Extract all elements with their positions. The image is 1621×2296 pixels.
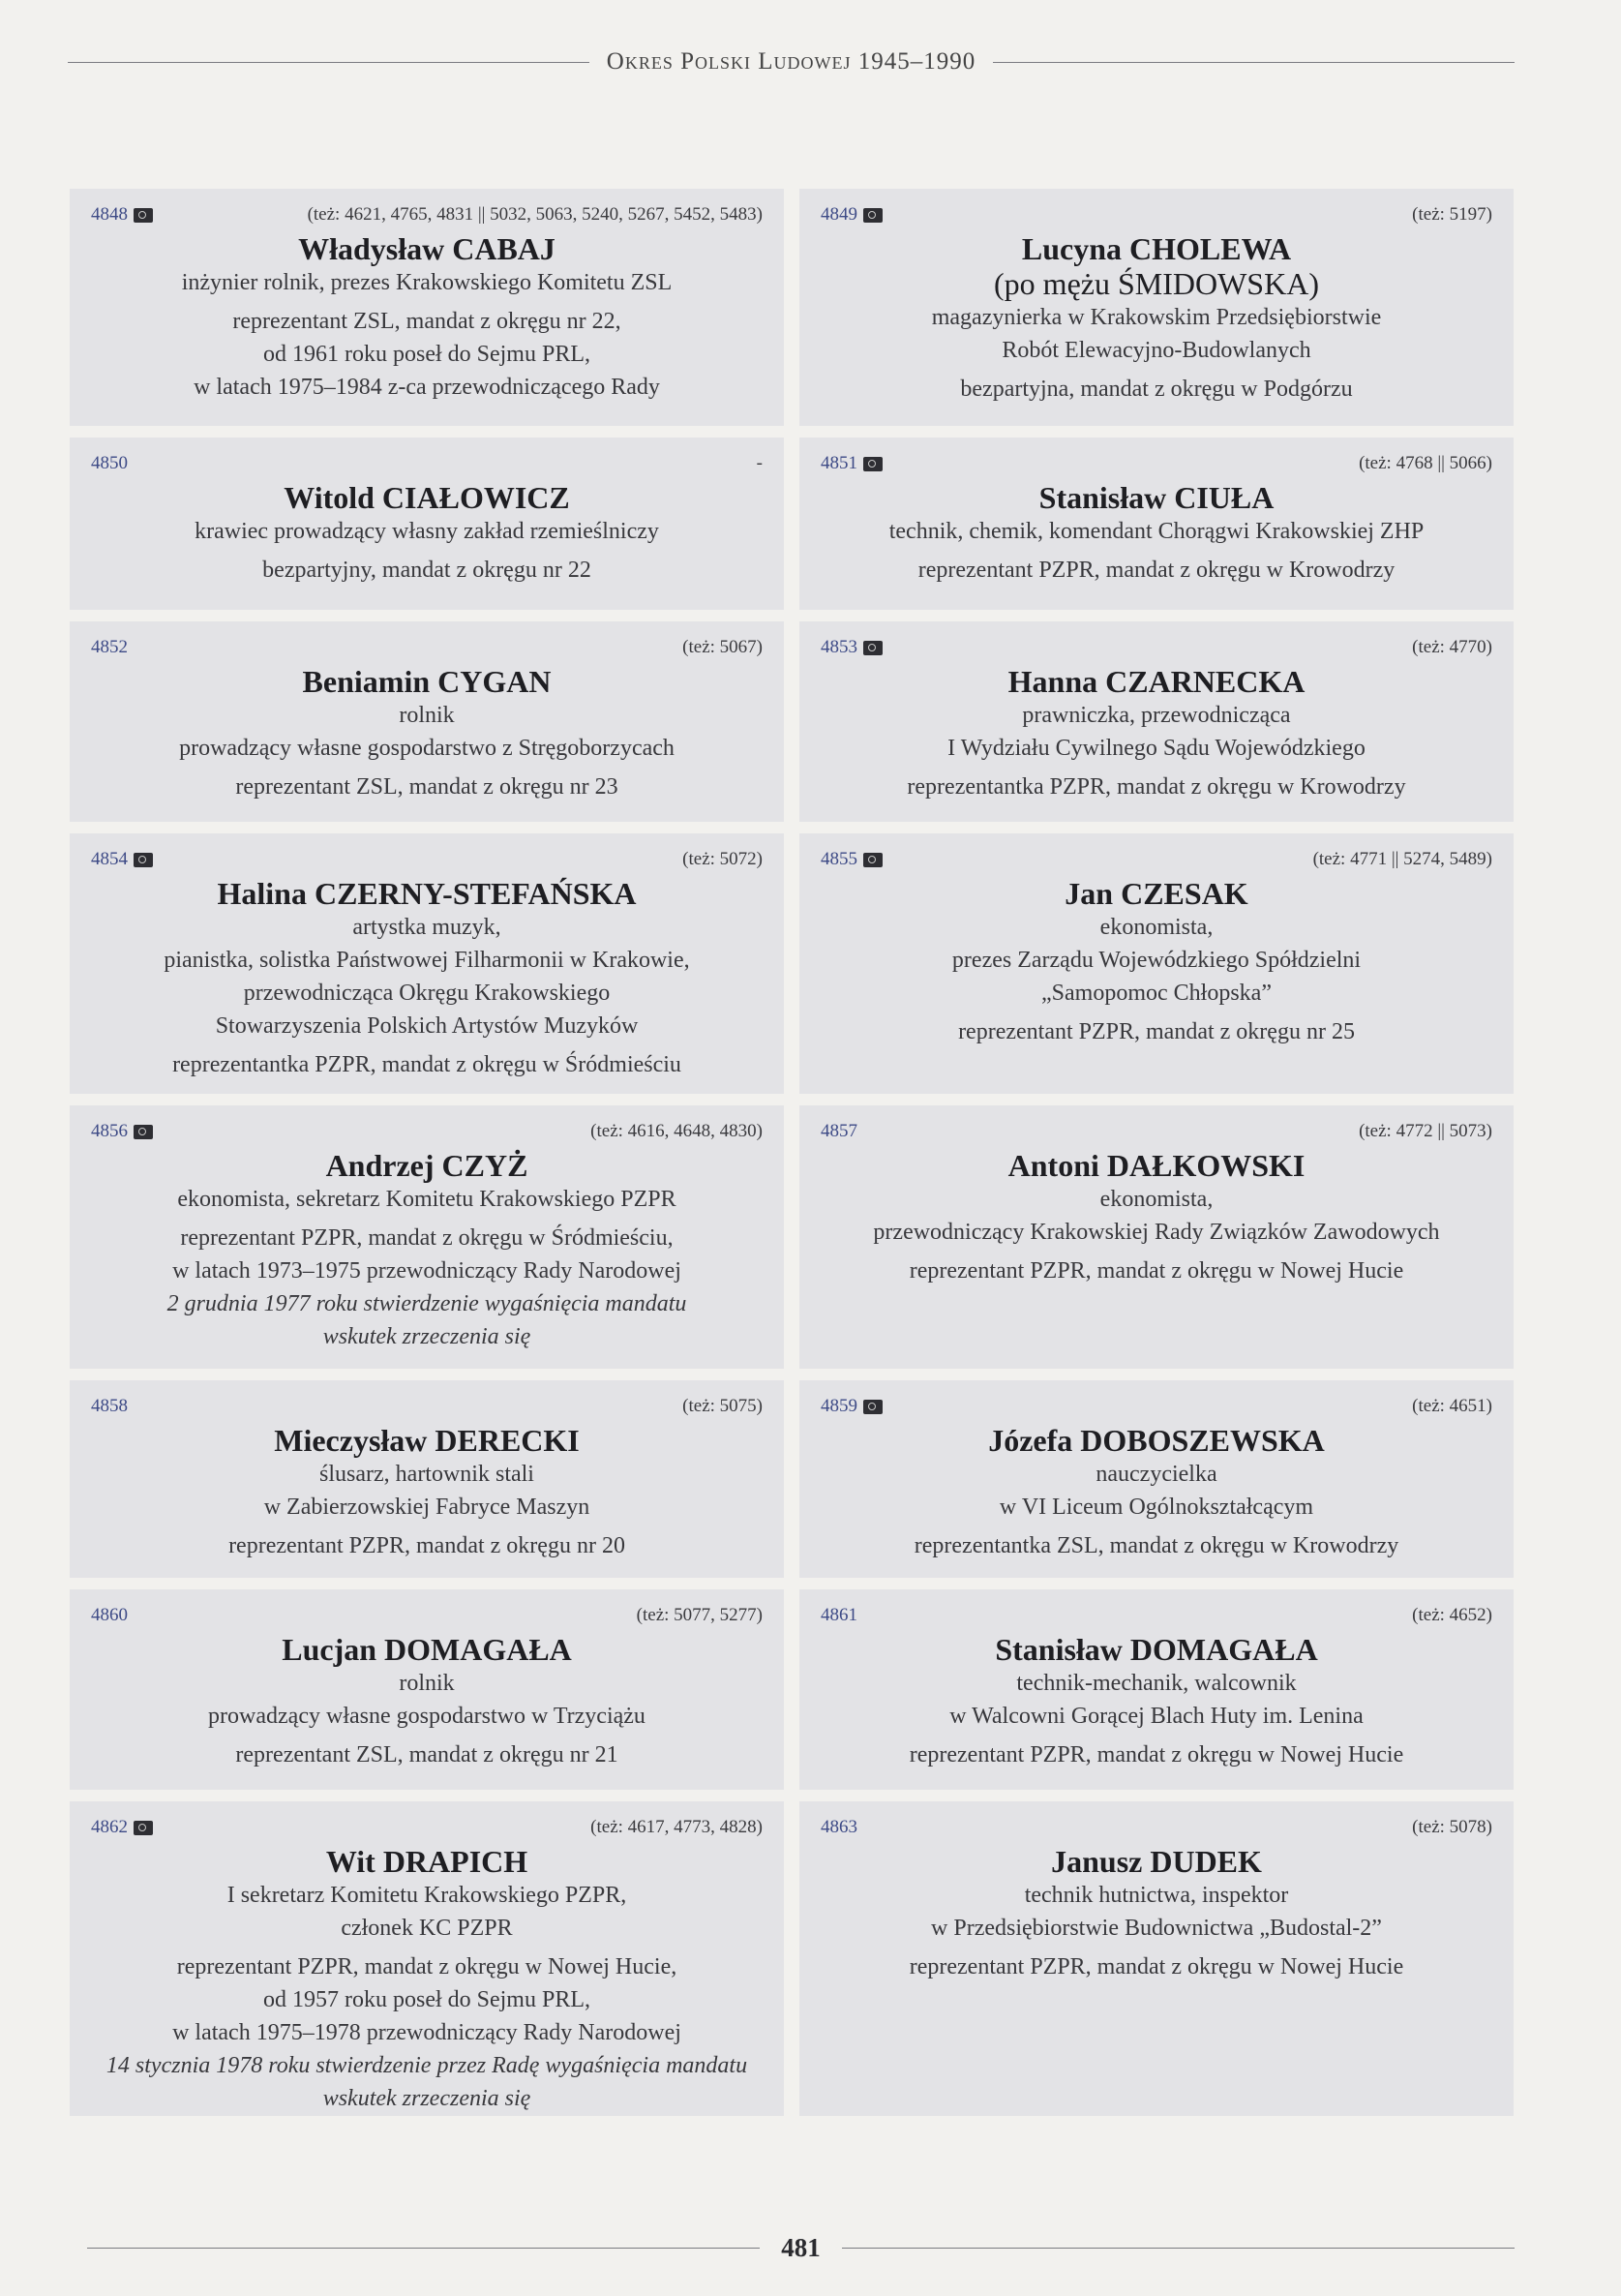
entry-header	[91, 847, 763, 872]
camera-icon	[134, 1125, 153, 1139]
cross-references: (też: 4621, 4765, 4831 || 5032, 5063, 5240, 5267, 5452, 5483)	[307, 204, 763, 225]
occupation-line: prowadzący własne gospodarstwo z Stręgoborzycach	[179, 736, 675, 761]
mandate-line: reprezentantka PZPR, mandat z okręgu w Krowodrzy	[907, 774, 1406, 800]
deputy-entry	[799, 621, 1514, 822]
occupation-line: w Walcowni Gorącej Blach Huty im. Lenina	[949, 1704, 1364, 1729]
entry-number-group	[821, 453, 883, 474]
entry-header	[821, 202, 1492, 227]
deputy-name: Józefa DOBOSZEWSKA	[988, 1423, 1325, 1458]
occupation-line: prezes Zarządu Wojewódzkiego Spółdzielni	[951, 948, 1362, 973]
entry-header	[821, 1394, 1492, 1419]
occupation-line: w Zabierzowskiej Fabryce Maszyn	[263, 1495, 590, 1520]
occupation-line: „Samopomoc Chłopska”	[1041, 981, 1272, 1006]
mandate-line: reprezentant ZSL, mandat z okręgu nr 23	[235, 774, 618, 800]
occupation-line: I sekretarz Komitetu Krakowskiego PZPR,	[226, 1883, 627, 1908]
entry-header	[821, 847, 1492, 872]
entry-header	[821, 451, 1492, 476]
cross-references: (też: 5067)	[682, 637, 763, 657]
occupation-line: ekonomista,	[1099, 915, 1214, 940]
deputy-name: Halina CZERNY-STEFAŃSKA	[217, 876, 637, 911]
cross-references: (też: 4652)	[1412, 1605, 1492, 1625]
occupation-line: przewodnicząca Okręgu Krakowskiego	[243, 981, 611, 1006]
entry-header	[91, 635, 763, 660]
deputy-entry	[799, 1589, 1514, 1790]
mandate-line: w latach 1975–1984 z-ca przewodniczącego Rady	[194, 375, 660, 400]
entry-number-group	[821, 849, 883, 870]
mandate-line: reprezentant PZPR, mandat z okręgu w Nowej Hucie,	[176, 1954, 677, 1979]
deputy-entry	[799, 1380, 1514, 1578]
entry-number: 4858	[91, 1396, 128, 1416]
cross-references: (też: 4772 || 5073)	[1359, 1121, 1492, 1141]
deputy-entry	[70, 1801, 784, 2116]
deputy-name: Wit DRAPICH	[325, 1844, 528, 1879]
deputy-entry	[70, 1380, 784, 1578]
mandate-note-line: wskutek zrzeczenia się	[322, 2086, 531, 2111]
deputy-name: Jan CZESAK	[1065, 876, 1248, 911]
mandate-line: od 1961 roku poseł do Sejmu PRL,	[262, 342, 590, 367]
occupation-line: technik-mechanik, walcownik	[1016, 1671, 1297, 1696]
cross-references: (też: 5197)	[1412, 204, 1492, 225]
deputy-entry	[70, 833, 784, 1094]
deputy-entry	[70, 189, 784, 426]
entry-number: 4857	[821, 1121, 857, 1141]
cross-references: -	[756, 453, 763, 473]
deputy-name: Hanna CZARNECKA	[1007, 664, 1306, 699]
mandate-note-line: 2 grudnia 1977 roku stwierdzenie wygaśnięcia mandatu	[166, 1291, 687, 1316]
mandate-line: reprezentant PZPR, mandat z okręgu w Nowej Hucie	[909, 1742, 1404, 1767]
deputy-name: Andrzej CZYŻ	[325, 1148, 528, 1183]
occupation-line: krawiec prowadzący własny zakład rzemieślniczy	[195, 519, 659, 544]
entry-number: 4859	[821, 1396, 857, 1416]
deputy-entry	[799, 438, 1514, 610]
entry-number-group	[91, 637, 128, 658]
mandate-line: reprezentantka PZPR, mandat z okręgu w Śródmieściu	[172, 1052, 681, 1077]
cross-references: (też: 5078)	[1412, 1817, 1492, 1837]
cross-references: (też: 5075)	[682, 1396, 763, 1416]
entry-number: 4860	[91, 1605, 128, 1625]
deputy-name: Beniamin CYGAN	[302, 664, 552, 699]
camera-icon	[863, 641, 883, 655]
deputy-entry	[70, 438, 784, 610]
entry-number: 4856	[91, 1121, 128, 1141]
entry-header	[91, 1815, 763, 1840]
occupation-line: technik hutnictwa, inspektor	[1024, 1883, 1289, 1908]
entry-number-group	[91, 849, 153, 870]
camera-icon	[863, 457, 883, 471]
cross-references: (też: 4771 || 5274, 5489)	[1312, 849, 1492, 869]
occupation-line: rolnik	[399, 703, 455, 728]
mandate-note-line: wskutek zrzeczenia się	[322, 1324, 531, 1349]
footer-rule-right	[842, 2248, 1515, 2249]
cross-references: (też: 5077, 5277)	[636, 1605, 763, 1625]
occupation-line: w VI Liceum Ogólnokształcącym	[999, 1495, 1314, 1520]
mandate-line: od 1957 roku poseł do Sejmu PRL,	[262, 1987, 590, 2012]
occupation-line: członek KC PZPR	[341, 1916, 513, 1941]
entry-header	[91, 1603, 763, 1628]
entry-number-group	[91, 1121, 153, 1142]
deputy-entry	[799, 1105, 1514, 1369]
deputy-name: Witold CIAŁOWICZ	[284, 480, 570, 515]
entry-number-group	[91, 204, 153, 226]
occupation-line: ekonomista, sekretarz Komitetu Krakowskiego PZPR	[177, 1187, 676, 1212]
entry-number-group	[821, 1396, 883, 1417]
occupation-line: prowadzący własne gospodarstwo w Trzyciążu	[208, 1704, 645, 1729]
deputy-name: Stanisław DOMAGAŁA	[995, 1632, 1318, 1667]
deputy-name: Janusz DUDEK	[1051, 1844, 1262, 1879]
entry-number: 4848	[91, 204, 128, 225]
occupation-line: w Przedsiębiorstwie Budownictwa „Budostal-2”	[931, 1916, 1382, 1941]
entry-header	[91, 451, 763, 476]
mandate-note-line: 14 stycznia 1978 roku stwierdzenie przez Radę wygaśnięcia mandatu	[105, 2053, 748, 2078]
entries-grid	[70, 189, 1514, 2116]
camera-icon	[134, 853, 153, 867]
deputy-entry	[799, 833, 1514, 1094]
mandate-line: reprezentant ZSL, mandat z okręgu nr 22,	[232, 309, 621, 334]
camera-icon	[863, 1400, 883, 1414]
running-title: Okres Polski Ludowej 1945–1990	[606, 48, 976, 75]
entry-header	[821, 1119, 1492, 1144]
mandate-line: reprezentant PZPR, mandat z okręgu w Śródmieściu,	[180, 1225, 674, 1251]
mandate-line: reprezentantka ZSL, mandat z okręgu w Krowodrzy	[914, 1533, 1399, 1558]
occupation-line: Stowarzyszenia Polskich Artystów Muzyków	[215, 1013, 639, 1039]
entry-number-group	[91, 1817, 153, 1838]
page-footer	[87, 2228, 1515, 2267]
camera-icon	[134, 1821, 153, 1835]
page-header	[68, 43, 1515, 81]
entry-number-group	[821, 1121, 857, 1142]
deputy-name: Lucyna CHOLEWA	[1021, 231, 1292, 266]
mandate-line: bezpartyjna, mandat z okręgu w Podgórzu	[960, 377, 1353, 402]
entry-number: 4862	[91, 1817, 128, 1837]
mandate-line: reprezentant PZPR, mandat z okręgu nr 20	[228, 1533, 625, 1558]
header-rule-left	[68, 62, 589, 63]
cross-references: (też: 4651)	[1412, 1396, 1492, 1416]
entry-header	[91, 1394, 763, 1419]
entry-header	[821, 1815, 1492, 1840]
entry-number: 4851	[821, 453, 857, 473]
occupation-line: rolnik	[399, 1671, 455, 1696]
entry-number-group	[821, 1817, 857, 1838]
entry-number-group	[91, 453, 128, 474]
cross-references: (też: 4617, 4773, 4828)	[590, 1817, 763, 1837]
mandate-line: w latach 1973–1975 przewodniczący Rady Narodowej	[172, 1258, 681, 1284]
cross-references: (też: 4616, 4648, 4830)	[590, 1121, 763, 1141]
occupation-line: przewodniczący Krakowskiej Rady Związków Zawodowych	[873, 1220, 1440, 1245]
occupation-line: prawniczka, przewodnicząca	[1022, 703, 1291, 728]
mandate-line: reprezentant ZSL, mandat z okręgu nr 21	[235, 1742, 618, 1767]
entry-number-group	[91, 1605, 128, 1626]
deputy-name: Lucjan DOMAGAŁA	[282, 1632, 572, 1667]
occupation-line: inżynier rolnik, prezes Krakowskiego Komitetu ZSL	[181, 270, 673, 295]
occupation-line: ślusarz, hartownik stali	[319, 1462, 534, 1487]
mandate-line: w latach 1975–1978 przewodniczący Rady Narodowej	[172, 2020, 681, 2045]
entry-number-group	[821, 204, 883, 226]
deputy-married-name: (po mężu ŚMIDOWSKA)	[994, 266, 1319, 301]
entry-number: 4849	[821, 204, 857, 225]
deputy-name: Antoni DAŁKOWSKI	[1007, 1148, 1306, 1183]
entry-number: 4863	[821, 1817, 857, 1837]
occupation-line: Robót Elewacyjno-Budowlanych	[1002, 338, 1311, 363]
mandate-line: reprezentant PZPR, mandat z okręgu nr 25	[958, 1019, 1355, 1044]
occupation-line: I Wydziału Cywilnego Sądu Wojewódzkiego	[947, 736, 1366, 761]
camera-icon	[134, 208, 153, 223]
entry-number: 4855	[821, 849, 857, 869]
mandate-line: reprezentant PZPR, mandat z okręgu w Nowej Hucie	[909, 1954, 1404, 1979]
occupation-line: technik, chemik, komendant Chorągwi Krakowskiej ZHP	[888, 519, 1425, 544]
entry-number: 4850	[91, 453, 128, 473]
entry-number-group	[91, 1396, 128, 1417]
entry-number: 4861	[821, 1605, 857, 1625]
entry-header	[821, 1603, 1492, 1628]
entry-header	[91, 1119, 763, 1144]
entry-header	[91, 202, 763, 227]
occupation-line: ekonomista,	[1099, 1187, 1214, 1212]
entry-header	[821, 635, 1492, 660]
deputy-entry	[70, 1105, 784, 1369]
mandate-line: bezpartyjny, mandat z okręgu nr 22	[262, 558, 591, 583]
header-rule-right	[993, 62, 1515, 63]
occupation-line: pianistka, solistka Państwowej Filharmonii w Krakowie,	[164, 948, 690, 973]
deputy-entry	[70, 1589, 784, 1790]
cross-references: (też: 4768 || 5066)	[1359, 453, 1492, 473]
entry-number-group	[821, 1605, 857, 1626]
deputy-name: Mieczysław DERECKI	[274, 1423, 580, 1458]
occupation-line: artystka muzyk,	[352, 915, 501, 940]
occupation-line: magazynierka w Krakowskim Przedsiębiorstwie	[931, 305, 1382, 330]
mandate-line: reprezentant PZPR, mandat z okręgu w Nowej Hucie	[909, 1258, 1404, 1284]
cross-references: (też: 4770)	[1412, 637, 1492, 657]
page-number: 481	[781, 2232, 821, 2262]
entry-number: 4853	[821, 637, 857, 657]
deputy-entry	[70, 621, 784, 822]
camera-icon	[863, 853, 883, 867]
deputy-name: Stanisław CIUŁA	[1038, 480, 1275, 515]
entry-number: 4852	[91, 637, 128, 657]
cross-references: (też: 5072)	[682, 849, 763, 869]
occupation-line: nauczycielka	[1096, 1462, 1217, 1487]
deputy-entry	[799, 1801, 1514, 2116]
deputy-entry	[799, 189, 1514, 426]
mandate-line: reprezentant PZPR, mandat z okręgu w Krowodrzy	[917, 558, 1396, 583]
camera-icon	[863, 208, 883, 223]
entry-number-group	[821, 637, 883, 658]
deputy-name: Władysław CABAJ	[298, 231, 555, 266]
footer-rule-left	[87, 2248, 760, 2249]
entry-number: 4854	[91, 849, 128, 869]
